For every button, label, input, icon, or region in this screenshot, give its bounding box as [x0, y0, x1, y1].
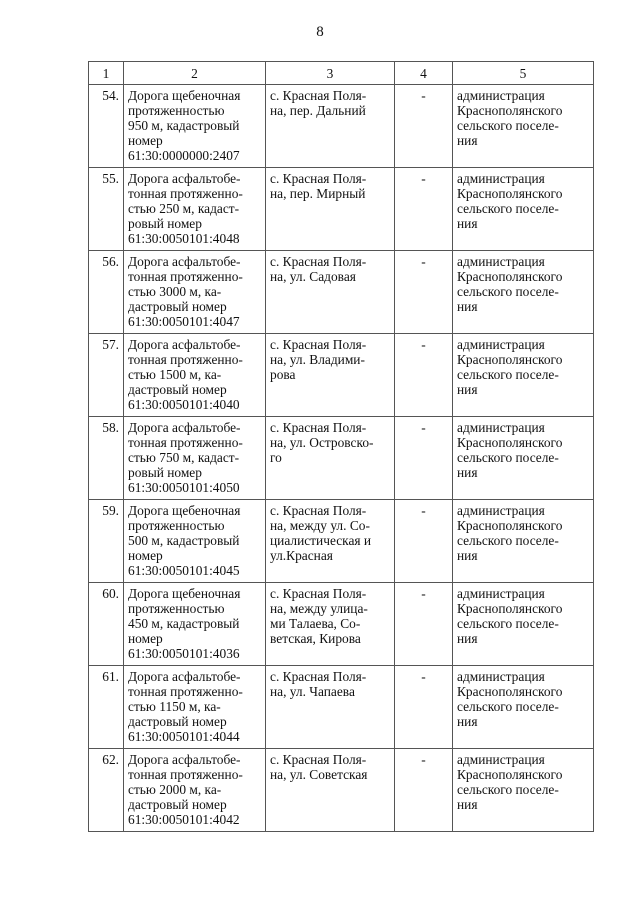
table-row	[89, 583, 594, 666]
rights-holder: администрация Краснополянского сельского поселе- ния	[453, 666, 594, 749]
property-registry-table	[88, 61, 594, 832]
rights-holder: администрация Краснополянского сельского поселе- ния	[453, 251, 594, 334]
rights-holder: администрация Краснополянского сельского поселе- ния	[453, 500, 594, 583]
row-number: 54.	[89, 85, 124, 168]
table-row	[89, 500, 594, 583]
road-location: с. Красная Поля- на, пер. Мирный	[266, 168, 395, 251]
table-header	[89, 62, 594, 85]
table-row	[89, 251, 594, 334]
column-4-value: -	[395, 749, 453, 832]
column-4-value: -	[395, 85, 453, 168]
row-number: 61.	[89, 666, 124, 749]
rights-holder: администрация Краснополянского сельского поселе- ния	[453, 168, 594, 251]
rights-holder: администрация Краснополянского сельского поселе- ния	[453, 749, 594, 832]
column-4-value: -	[395, 334, 453, 417]
column-4-value: -	[395, 583, 453, 666]
column-4-value: -	[395, 251, 453, 334]
road-description: Дорога асфальтобе- тонная протяженно- стью 3000 м, ка- дастровый номер 61:30:0050101:4047	[124, 251, 266, 334]
road-description: Дорога асфальтобе- тонная протяженно- стью 750 м, кадаст- ровый номер 61:30:0050101:4050	[124, 417, 266, 500]
road-location: с. Красная Поля- на, ул. Владими- рова	[266, 334, 395, 417]
road-location: с. Красная Поля- на, между ул. Со- циалистическая и ул.Красная	[266, 500, 395, 583]
row-number: 58.	[89, 417, 124, 500]
table-row	[89, 666, 594, 749]
table-row	[89, 749, 594, 832]
road-description: Дорога асфальтобе- тонная протяженно- стью 1150 м, ка- дастровый номер 61:30:0050101:4044	[124, 666, 266, 749]
row-number: 57.	[89, 334, 124, 417]
road-location: с. Красная Поля- на, между улица- ми Талаева, Со- ветская, Кирова	[266, 583, 395, 666]
road-description: Дорога асфальтобе- тонная протяженно- стью 250 м, кадаст- ровый номер 61:30:0050101:4048	[124, 168, 266, 251]
page-number: 8	[316, 24, 324, 40]
road-location: с. Красная Поля- на, пер. Дальний	[266, 85, 395, 168]
header-col-3: 3	[266, 62, 395, 85]
table-row	[89, 334, 594, 417]
column-4-value: -	[395, 500, 453, 583]
table-row	[89, 417, 594, 500]
row-number: 60.	[89, 583, 124, 666]
road-location: с. Красная Поля- на, ул. Советская	[266, 749, 395, 832]
column-4-value: -	[395, 417, 453, 500]
rights-holder: администрация Краснополянского сельского поселе- ния	[453, 85, 594, 168]
row-number: 62.	[89, 749, 124, 832]
column-4-value: -	[395, 168, 453, 251]
row-number: 56.	[89, 251, 124, 334]
row-number: 55.	[89, 168, 124, 251]
rights-holder: администрация Краснополянского сельского поселе- ния	[453, 583, 594, 666]
table-row	[89, 168, 594, 251]
header-col-2: 2	[124, 62, 266, 85]
road-description: Дорога щебеночная протяженностью 450 м, кадастровый номер 61:30:0050101:4036	[124, 583, 266, 666]
column-4-value: -	[395, 666, 453, 749]
table-row	[89, 85, 594, 168]
rights-holder: администрация Краснополянского сельского поселе- ния	[453, 417, 594, 500]
road-description: Дорога щебеночная протяженностью 950 м, кадастровый номер 61:30:0000000:2407	[124, 85, 266, 168]
header-row	[89, 62, 594, 85]
row-number: 59.	[89, 500, 124, 583]
road-description: Дорога щебеночная протяженностью 500 м, кадастровый номер 61:30:0050101:4045	[124, 500, 266, 583]
road-location: с. Красная Поля- на, ул. Садовая	[266, 251, 395, 334]
road-location: с. Красная Поля- на, ул. Островско- го	[266, 417, 395, 500]
table-body	[89, 85, 594, 832]
header-col-5: 5	[453, 62, 594, 85]
road-description: Дорога асфальтобе- тонная протяженно- стью 1500 м, ка- дастровый номер 61:30:0050101:4040	[124, 334, 266, 417]
header-col-4: 4	[395, 62, 453, 85]
rights-holder: администрация Краснополянского сельского поселе- ния	[453, 334, 594, 417]
road-location: с. Красная Поля- на, ул. Чапаева	[266, 666, 395, 749]
header-col-1: 1	[89, 62, 124, 85]
road-description: Дорога асфальтобе- тонная протяженно- стью 2000 м, ка- дастровый номер 61:30:0050101:4042	[124, 749, 266, 832]
